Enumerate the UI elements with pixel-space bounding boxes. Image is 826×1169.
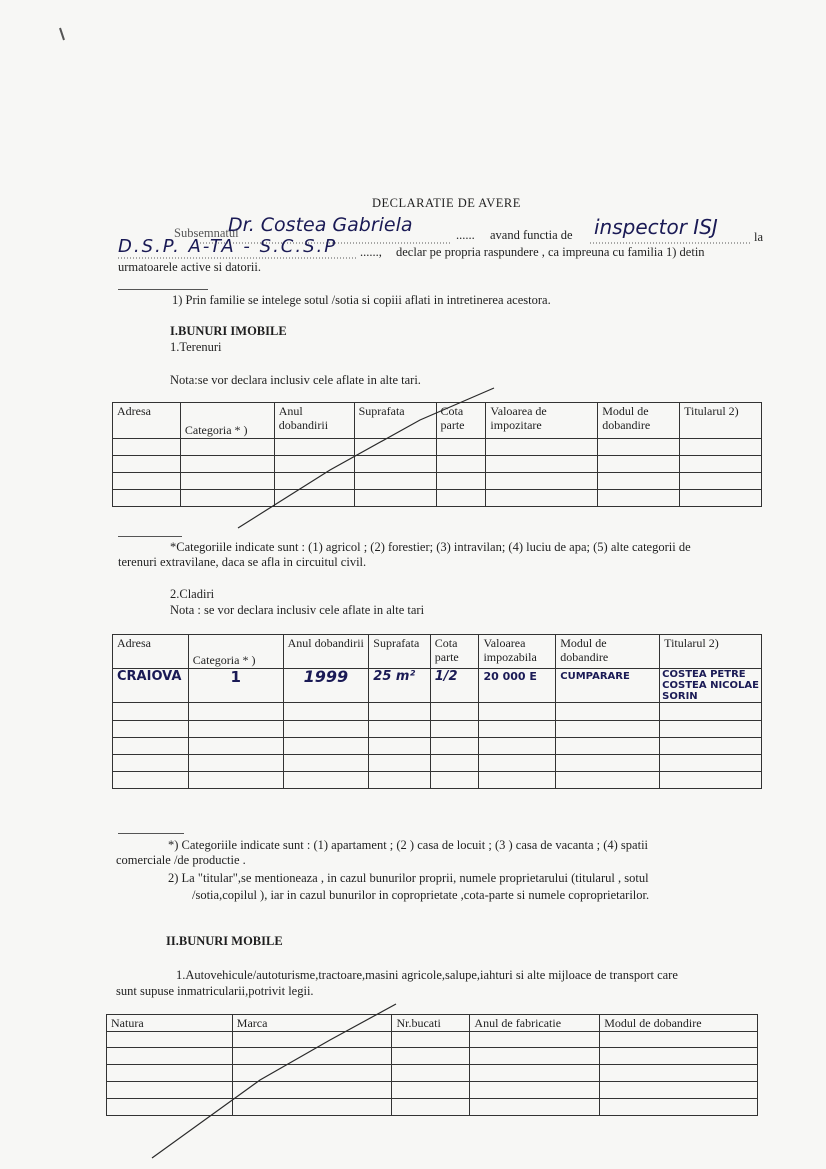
cladiri-nota: Nota : se vor declara inclusiv cele aflate in alte tari (170, 603, 425, 617)
bld-header-titular: Titularul 2) (660, 635, 762, 669)
avand-functia-label: avand functia de (490, 228, 573, 242)
dots-2: ......, (360, 245, 382, 259)
bld-anul-value: 1999 (283, 669, 369, 703)
table-row (107, 1032, 758, 1048)
land-table-header (113, 403, 762, 439)
table-row (113, 772, 762, 789)
table-row (113, 456, 762, 473)
bld-header-categoria: Categoria * ) (188, 635, 283, 669)
vehicles-table (106, 1014, 758, 1116)
bld-titular-cell (660, 669, 762, 703)
bld-categories-note: *) Categoriile indicate sunt : (1) apartament ; (2 ) casa de locuit ; (3 ) casa de vacanta ; (4) spatii (168, 838, 649, 852)
footnote-family: 1) Prin familie se intelege sotul /sotia si copiii aflati in intretinerea acestora. (172, 293, 551, 307)
bld-header-modul: Modul de dobandire (556, 635, 660, 669)
bld-header-cota: Cota parte (430, 635, 479, 669)
vehicles-subheading-2: sunt supuse inmatricularii,potrivit legii. (116, 984, 314, 998)
veh-header-natura: Natura (107, 1015, 233, 1032)
land-note-rule (118, 536, 182, 537)
veh-header-modul: Modul de dobandire (600, 1015, 758, 1032)
veh-header-marca: Marca (232, 1015, 392, 1032)
land-header-categoria: Categoria * ) (180, 403, 274, 439)
veh-header-nrbucati: Nr.bucati (392, 1015, 470, 1032)
land-header-anul: Anul dobandirii (274, 403, 354, 439)
document-title: DECLARATIE DE AVERE (372, 196, 521, 210)
bld-titular-3: SORIN (662, 691, 698, 702)
table-row (113, 738, 762, 755)
land-header-valoarea: Valoarea de impozitare (486, 403, 598, 439)
land-table (112, 402, 762, 507)
bld-adresa-value: CRAIOVA (113, 669, 189, 703)
table-row (113, 473, 762, 490)
declarant-name: Dr. Costea Gabriela (228, 214, 413, 236)
bld-cota-value: 1/2 (430, 669, 479, 703)
bld-header-valoarea: Valoarea impozabila (479, 635, 556, 669)
section-2-heading: II.BUNURI MOBILE (166, 934, 283, 948)
table-row (113, 703, 762, 721)
land-categories-note: *Categoriile indicate sunt : (1) agricol ; (2) forestier; (3) intravilan; (4) luciu de apa; (5) alte categorii de (170, 540, 691, 554)
la-label: la (754, 230, 764, 244)
bld-header-suprafata: Suprafata (369, 635, 430, 669)
institution-value: D.S.P. A-TA - S.C.S.P (118, 236, 338, 257)
bld-modul-value: CUMPARARE (556, 669, 660, 703)
table-row (107, 1082, 758, 1099)
bld-header-anul: Anul dobandirii (283, 635, 369, 669)
terenuri-subheading: 1.Terenuri (170, 340, 222, 354)
terenuri-nota: Nota:se vor declara inclusiv cele aflate in alte tari. (170, 373, 421, 387)
buildings-table (112, 634, 762, 789)
land-header-titular: Titularul 2) (680, 403, 762, 439)
table-row (107, 1048, 758, 1065)
bld-titular-1: COSTEA PETRE (662, 669, 746, 680)
bld-suprafata-value: 25 m² (369, 669, 430, 703)
bld-titular-2: COSTEA NICOLAE (662, 680, 759, 691)
declar-text: declar pe propria raspundere , ca impreuna cu familia 1) detin (396, 245, 705, 259)
intro-line-3: urmatoarele active si datorii. (118, 260, 261, 274)
subsemnatul-label: Subsemnatul (174, 226, 239, 240)
margin-mark (60, 28, 64, 40)
land-header-modul: Modul de dobandire (598, 403, 680, 439)
table-row (113, 755, 762, 772)
land-categories-note-2: terenuri extravilane, daca se afla in circuitul civil. (118, 555, 367, 569)
bld-note-rule (118, 833, 184, 834)
table-row (113, 439, 762, 456)
vehicles-subheading: 1.Autovehicule/autoturisme,tractoare,masini agricole,salupe,iahturi si alte mijloace de transport care (176, 968, 678, 982)
cladiri-subheading: 2.Cladiri (170, 587, 215, 601)
bld-valoarea-value: 20 000 E (479, 669, 556, 703)
table-row (113, 669, 762, 703)
dots-1: ...... (456, 228, 475, 242)
table-row (113, 721, 762, 738)
titular-note-2: /sotia,copilul ), iar in cazul bunurilor in coproprietate ,cota-parte si numele coproprietarilor. (192, 888, 650, 902)
function-value: inspector ISJ (594, 215, 718, 239)
footnote-rule (118, 289, 208, 290)
land-header-suprafata: Suprafata (354, 403, 436, 439)
buildings-table-header (113, 635, 762, 669)
table-row (107, 1065, 758, 1082)
table-row (113, 490, 762, 507)
titular-note: 2) La "titular",se mentioneaza , in cazul bunurilor proprii, numele proprietarului (titularul , sotul (168, 871, 649, 885)
section-1-heading: I.BUNURI IMOBILE (170, 324, 287, 338)
bld-categoria-value: 1 (188, 669, 283, 703)
land-header-adresa: Adresa (113, 403, 181, 439)
bld-header-adresa: Adresa (113, 635, 189, 669)
land-header-cota: Cota parte (436, 403, 486, 439)
vehicles-table-header (107, 1015, 758, 1032)
veh-header-anul: Anul de fabricatie (470, 1015, 600, 1032)
table-row (107, 1099, 758, 1116)
bld-categories-note-2: comerciale /de productie . (116, 853, 246, 867)
